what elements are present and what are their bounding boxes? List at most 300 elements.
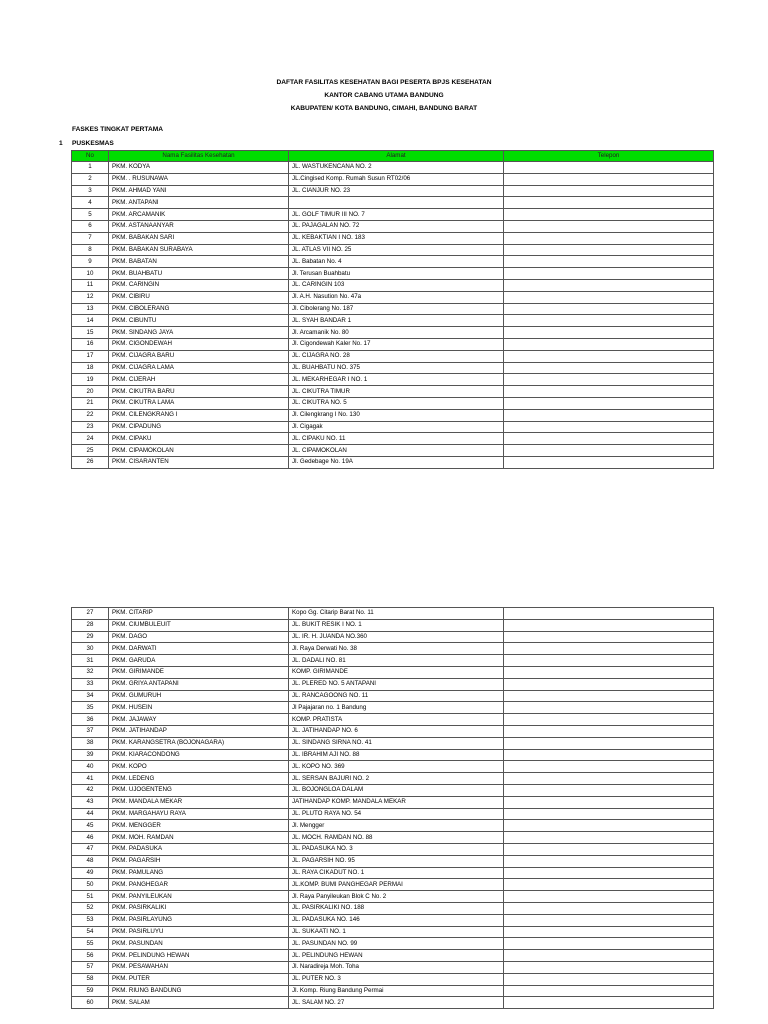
table-row — [72, 643, 714, 655]
facility-phone — [504, 784, 714, 796]
table-row — [72, 185, 714, 197]
facility-address: JATIHANDAP KOMP. MANDALA MEKAR — [289, 796, 504, 808]
facility-name: PKM. KOPO — [109, 761, 289, 773]
facility-address: JL. SALAM NO. 27 — [289, 997, 504, 1009]
facility-address: JL. SUKAATI NO. 1 — [289, 926, 504, 938]
row-number: 31 — [72, 655, 109, 667]
row-number: 1 — [72, 162, 109, 174]
table-row — [72, 950, 714, 962]
row-number: 6 — [72, 220, 109, 232]
table-row — [72, 655, 714, 667]
facility-phone — [504, 456, 714, 468]
facility-phone — [504, 985, 714, 997]
table-row — [72, 843, 714, 855]
facility-address: JL. KOPO NO. 369 — [289, 761, 504, 773]
facility-name: PKM. KIARACONDONG — [109, 749, 289, 761]
facility-phone — [504, 808, 714, 820]
row-number: 8 — [72, 244, 109, 256]
facility-address: KOMP. GIRIMANDE — [289, 666, 504, 678]
facility-phone — [504, 690, 714, 702]
facility-address: JL. CIANJUR NO. 23 — [289, 185, 504, 197]
table-row — [72, 162, 714, 174]
facility-phone — [504, 879, 714, 891]
row-number: 7 — [72, 232, 109, 244]
facility-name: PKM. ANTAPANI — [109, 197, 289, 209]
facility-phone — [504, 244, 714, 256]
row-number: 28 — [72, 619, 109, 631]
facility-name: PKM. MANDALA MEKAR — [109, 796, 289, 808]
facility-phone — [504, 327, 714, 339]
row-number: 33 — [72, 678, 109, 690]
facility-phone — [504, 855, 714, 867]
facility-phone — [504, 445, 714, 457]
facility-phone — [504, 714, 714, 726]
table-row — [72, 433, 714, 445]
facility-phone — [504, 374, 714, 386]
facility-name: PKM. KARANGSETRA (BOJONAGARA) — [109, 737, 289, 749]
facility-address: JL. RAYA CIKADUT NO. 1 — [289, 867, 504, 879]
table-row — [72, 608, 714, 620]
facility-phone — [504, 914, 714, 926]
facility-phone — [504, 421, 714, 433]
facility-phone — [504, 409, 714, 421]
facility-phone — [504, 386, 714, 398]
facility-name: PKM. MOH. RAMDAN — [109, 832, 289, 844]
facility-name: PKM. PESAWAHAN — [109, 961, 289, 973]
facility-phone — [504, 997, 714, 1009]
row-number: 9 — [72, 256, 109, 268]
facility-address: JL. PLERED NO. 5 ANTAPANI — [289, 678, 504, 690]
facility-address: JL. SINDANG SIRNA NO. 41 — [289, 737, 504, 749]
facility-address: Jl. A.H. Nasution No. 47a — [289, 291, 504, 303]
facility-phone — [504, 749, 714, 761]
table-row — [72, 690, 714, 702]
row-number: 11 — [72, 279, 109, 291]
title-line-2: KANTOR CABANG UTAMA BANDUNG — [324, 92, 444, 99]
facility-address: JL. ATLAS VII NO. 25 — [289, 244, 504, 256]
facility-name: PKM. CIKUTRA LAMA — [109, 397, 289, 409]
row-number: 20 — [72, 386, 109, 398]
facility-address: JL. JATIHANDAP NO. 6 — [289, 725, 504, 737]
row-number: 34 — [72, 690, 109, 702]
row-number: 59 — [72, 985, 109, 997]
facility-name: PKM. CIJAGRA BARU — [109, 350, 289, 362]
facility-address: JL. BOJONGLOA DALAM — [289, 784, 504, 796]
facility-phone — [504, 655, 714, 667]
facility-name: PKM. PASIRLAYUNG — [109, 914, 289, 926]
table-header-row — [72, 151, 714, 162]
table-row — [72, 902, 714, 914]
table-row — [72, 327, 714, 339]
facility-phone — [504, 197, 714, 209]
facility-phone — [504, 926, 714, 938]
row-number: 12 — [72, 291, 109, 303]
facility-address: Jl. Cibolerang No. 187 — [289, 303, 504, 315]
facility-name: PKM. . RUSUNAWA — [109, 173, 289, 185]
row-number: 54 — [72, 926, 109, 938]
table-row — [72, 279, 714, 291]
title-line-1: DAFTAR FASILITAS KESEHATAN BAGI PESERTA BPJS KESEHATAN — [276, 79, 492, 86]
row-number: 35 — [72, 702, 109, 714]
facility-phone — [504, 973, 714, 985]
facility-phone — [504, 220, 714, 232]
facility-phone — [504, 303, 714, 315]
facility-address: Jl. Raya Panyileukan Blok C No. 2 — [289, 891, 504, 903]
facility-name: PKM. GUMURUH — [109, 690, 289, 702]
row-number: 37 — [72, 725, 109, 737]
row-number: 4 — [72, 197, 109, 209]
facility-name: PKM. SALAM — [109, 997, 289, 1009]
table-row — [72, 832, 714, 844]
facility-phone — [504, 666, 714, 678]
table-row — [72, 232, 714, 244]
facility-name: PKM. CIGONDEWAH — [109, 338, 289, 350]
table-row — [72, 678, 714, 690]
facility-address: JL. MEKARHEGAR I NO. 1 — [289, 374, 504, 386]
facility-phone — [504, 315, 714, 327]
facility-address — [289, 197, 504, 209]
facility-name: PKM. GIRIMANDE — [109, 666, 289, 678]
table-row — [72, 926, 714, 938]
facility-phone — [504, 631, 714, 643]
table-row — [72, 350, 714, 362]
column-header-phone: Telepon — [504, 151, 714, 162]
facility-address: JL. PASIRKALIKI NO. 188 — [289, 902, 504, 914]
row-number: 57 — [72, 961, 109, 973]
table-row — [72, 702, 714, 714]
table-row — [72, 386, 714, 398]
facility-name: PKM. HUSEIN — [109, 702, 289, 714]
facility-address: Jl. Terusan Buahbatu — [289, 268, 504, 280]
facility-address: Jl. Komp. Riung Bandung Permai — [289, 985, 504, 997]
facility-address: JL. CIKUTRA TIMUR — [289, 386, 504, 398]
facility-name: PKM. CILENGKRANG I — [109, 409, 289, 421]
facility-address: JL. CARINGIN 103 — [289, 279, 504, 291]
facility-phone — [504, 725, 714, 737]
facility-name: PKM. RIUNG BANDUNG — [109, 985, 289, 997]
facility-address: JL. IR. H. JUANDA NO.360 — [289, 631, 504, 643]
facility-phone — [504, 961, 714, 973]
facility-address: JL.Cingised Komp. Rumah Susun RT02/06 — [289, 173, 504, 185]
facility-address: JL. Babatan No. 4 — [289, 256, 504, 268]
facility-name: PKM. ARCAMANIK — [109, 209, 289, 221]
table-row — [72, 409, 714, 421]
table-row — [72, 338, 714, 350]
facility-phone — [504, 820, 714, 832]
facility-address: JL. PADASUKA NO. 3 — [289, 843, 504, 855]
table-row — [72, 631, 714, 643]
facility-phone — [504, 279, 714, 291]
facility-address: JL. WASTUKENCANA NO. 2 — [289, 162, 504, 174]
facility-name: PKM. PASIRKALIKI — [109, 902, 289, 914]
facility-address: Jl. Cigagak — [289, 421, 504, 433]
row-number: 39 — [72, 749, 109, 761]
table-row — [72, 619, 714, 631]
facility-name: PKM. PUTER — [109, 973, 289, 985]
table-row — [72, 938, 714, 950]
facility-phone — [504, 678, 714, 690]
row-number: 21 — [72, 397, 109, 409]
row-number: 50 — [72, 879, 109, 891]
facility-address: Jl. Gedebage No. 19A — [289, 456, 504, 468]
facility-name: PKM. GARUDA — [109, 655, 289, 667]
facility-phone — [504, 796, 714, 808]
facility-phone — [504, 209, 714, 221]
facility-name: PKM. KODYA — [109, 162, 289, 174]
facility-name: PKM. DARWATI — [109, 643, 289, 655]
facility-phone — [504, 619, 714, 631]
row-number: 55 — [72, 938, 109, 950]
facility-phone — [504, 643, 714, 655]
facility-address: JL. CIPAMOKOLAN — [289, 445, 504, 457]
table-row — [72, 879, 714, 891]
facility-phone — [504, 832, 714, 844]
facility-name: PKM. PELINDUNG HEWAN — [109, 950, 289, 962]
facility-address: Jl. Naradireja Moh. Toha — [289, 961, 504, 973]
facility-name: PKM. CIPAMOKOLAN — [109, 445, 289, 457]
facility-address: JL. CIKUTRA NO. 5 — [289, 397, 504, 409]
row-number: 23 — [72, 421, 109, 433]
facility-phone — [504, 773, 714, 785]
row-number: 29 — [72, 631, 109, 643]
facility-phone — [504, 737, 714, 749]
table-row — [72, 725, 714, 737]
facility-name: PKM. MENGGER — [109, 820, 289, 832]
facility-name: PKM. PAMULANG — [109, 867, 289, 879]
table-row — [72, 749, 714, 761]
facility-address: JL. PASUNDAN NO. 99 — [289, 938, 504, 950]
facility-phone — [504, 397, 714, 409]
row-number: 49 — [72, 867, 109, 879]
facility-name: PKM. PAGARSIH — [109, 855, 289, 867]
facility-phone — [504, 950, 714, 962]
document-title-block — [0, 76, 768, 115]
facility-name: PKM. PADASUKA — [109, 843, 289, 855]
row-number: 58 — [72, 973, 109, 985]
row-number: 24 — [72, 433, 109, 445]
row-number: 43 — [72, 796, 109, 808]
facility-phone — [504, 902, 714, 914]
facility-phone — [504, 232, 714, 244]
facility-address: JL. SYAH BANDAR 1 — [289, 315, 504, 327]
facility-phone — [504, 291, 714, 303]
row-number: 46 — [72, 832, 109, 844]
table-row — [72, 961, 714, 973]
facility-phone — [504, 338, 714, 350]
facility-name: PKM. CIPAKU — [109, 433, 289, 445]
facility-phone — [504, 256, 714, 268]
table-row — [72, 197, 714, 209]
facility-address: Jl Pajajaran no. 1 Bandung — [289, 702, 504, 714]
facility-name: PKM. CIPADUNG — [109, 421, 289, 433]
facility-address: JL. IBRAHIM AJI NO. 88 — [289, 749, 504, 761]
facility-phone — [504, 162, 714, 174]
table-row — [72, 796, 714, 808]
row-number: 30 — [72, 643, 109, 655]
table-row — [72, 209, 714, 221]
facility-phone — [504, 185, 714, 197]
facility-address: Jl. Cilengkrang I No. 130 — [289, 409, 504, 421]
facility-address: JL. CIJAGRA NO. 28 — [289, 350, 504, 362]
facility-address: JL. GOLF TIMUR III NO. 7 — [289, 209, 504, 221]
facility-name: PKM. CIBUNTU — [109, 315, 289, 327]
row-number: 41 — [72, 773, 109, 785]
facility-name: PKM. MARGAHAYU RAYA — [109, 808, 289, 820]
facility-name: PKM. LEDENG — [109, 773, 289, 785]
facility-address: JL. BUKIT RESIK I NO. 1 — [289, 619, 504, 631]
table-row — [72, 784, 714, 796]
facility-name: PKM. CARINGIN — [109, 279, 289, 291]
table-row — [72, 362, 714, 374]
row-number: 48 — [72, 855, 109, 867]
facility-name: PKM. PASUNDAN — [109, 938, 289, 950]
facility-table-page-1 — [71, 150, 714, 469]
row-number: 52 — [72, 902, 109, 914]
table-row — [72, 456, 714, 468]
row-number: 17 — [72, 350, 109, 362]
facility-address: Kopo Gg. Citarip Barat No. 11 — [289, 608, 504, 620]
table-row — [72, 973, 714, 985]
row-number: 13 — [72, 303, 109, 315]
table-row — [72, 173, 714, 185]
facility-name: PKM. CIJERAH — [109, 374, 289, 386]
facility-name: PKM. SINDANG JAYA — [109, 327, 289, 339]
facility-phone — [504, 761, 714, 773]
row-number: 45 — [72, 820, 109, 832]
facility-phone — [504, 702, 714, 714]
row-number: 53 — [72, 914, 109, 926]
table-row — [72, 808, 714, 820]
table-row — [72, 244, 714, 256]
table-row — [72, 855, 714, 867]
table-row — [72, 867, 714, 879]
row-number: 44 — [72, 808, 109, 820]
facility-phone — [504, 350, 714, 362]
facility-address: JL. MOCH. RAMDAN NO. 88 — [289, 832, 504, 844]
table-row — [72, 256, 714, 268]
facility-address: Jl. Mengger — [289, 820, 504, 832]
table-row — [72, 268, 714, 280]
facility-address: JL. PADASUKA NO. 146 — [289, 914, 504, 926]
column-header-address: Alamat — [289, 151, 504, 162]
row-number: 32 — [72, 666, 109, 678]
row-number: 27 — [72, 608, 109, 620]
facility-phone — [504, 268, 714, 280]
facility-phone — [504, 938, 714, 950]
facility-name: PKM. CIUMBULEUIT — [109, 619, 289, 631]
facility-address: JL. BUAHBATU NO. 375 — [289, 362, 504, 374]
facility-address: Jl. Arcamanik No. 80 — [289, 327, 504, 339]
facility-name: PKM. JAJAWAY — [109, 714, 289, 726]
section-title: FASKES TINGKAT PERTAMA — [72, 126, 163, 133]
facility-phone — [504, 867, 714, 879]
facility-address: Jl. Raya Derwati No. 38 — [289, 643, 504, 655]
subsection-title: PUSKESMAS — [72, 140, 114, 147]
column-header-name: Nama Fasilitas Kesehatan — [109, 151, 289, 162]
row-number: 5 — [72, 209, 109, 221]
facility-address: JL. PUTER NO. 3 — [289, 973, 504, 985]
row-number: 22 — [72, 409, 109, 421]
facility-name: PKM. BUAHBATU — [109, 268, 289, 280]
table-row — [72, 445, 714, 457]
facility-phone — [504, 891, 714, 903]
table-row — [72, 820, 714, 832]
table-row — [72, 985, 714, 997]
subsection-number: 1 — [59, 140, 63, 147]
facility-address: JL.KOMP. BUMI PANGHEGAR PERMAI — [289, 879, 504, 891]
row-number: 2 — [72, 173, 109, 185]
table-row — [72, 891, 714, 903]
facility-name: PKM. CIKUTRA BARU — [109, 386, 289, 398]
table-row — [72, 666, 714, 678]
facility-name: PKM. CIBIRU — [109, 291, 289, 303]
facility-table-page-2 — [71, 607, 714, 1009]
table-row — [72, 737, 714, 749]
facility-address: JL. PAGARSIH NO. 95 — [289, 855, 504, 867]
facility-name: PKM. UJOGENTENG — [109, 784, 289, 796]
facility-name: PKM. CITARIP — [109, 608, 289, 620]
table-row — [72, 421, 714, 433]
table-row — [72, 220, 714, 232]
row-number: 19 — [72, 374, 109, 386]
row-number: 47 — [72, 843, 109, 855]
facility-address: JL. DADALI NO. 81 — [289, 655, 504, 667]
table-row — [72, 714, 714, 726]
row-number: 26 — [72, 456, 109, 468]
table-row — [72, 303, 714, 315]
facility-name: PKM. BABAKAN SURABAYA — [109, 244, 289, 256]
title-line-3: KABUPATEN/ KOTA BANDUNG, CIMAHI, BANDUNG BARAT — [290, 105, 478, 112]
row-number: 15 — [72, 327, 109, 339]
facility-name: PKM. PANGHEGAR — [109, 879, 289, 891]
facility-name: PKM. CIJAGRA LAMA — [109, 362, 289, 374]
facility-name: PKM. AHMAD YANI — [109, 185, 289, 197]
table-row — [72, 374, 714, 386]
row-number: 42 — [72, 784, 109, 796]
row-number: 3 — [72, 185, 109, 197]
table-row — [72, 997, 714, 1009]
facility-name: PKM. ASTANAANYAR — [109, 220, 289, 232]
facility-address: JL. SERSAN BAJURI NO. 2 — [289, 773, 504, 785]
row-number: 51 — [72, 891, 109, 903]
row-number: 18 — [72, 362, 109, 374]
row-number: 38 — [72, 737, 109, 749]
table-row — [72, 291, 714, 303]
facility-phone — [504, 173, 714, 185]
facility-name: PKM. CISARANTEN — [109, 456, 289, 468]
facility-address: JL. CIPAKU NO. 11 — [289, 433, 504, 445]
facility-address: JL. PAJAGALAN NO. 72 — [289, 220, 504, 232]
facility-name: PKM. BABATAN — [109, 256, 289, 268]
row-number: 10 — [72, 268, 109, 280]
facility-name: PKM. BABAKAN SARI — [109, 232, 289, 244]
facility-name: PKM. JATIHANDAP — [109, 725, 289, 737]
row-number: 16 — [72, 338, 109, 350]
facility-name: PKM. PASIRLUYU — [109, 926, 289, 938]
row-number: 40 — [72, 761, 109, 773]
row-number: 25 — [72, 445, 109, 457]
facility-phone — [504, 608, 714, 620]
facility-address: JL. PELINDUNG HEWAN — [289, 950, 504, 962]
facility-name: PKM. DAGO — [109, 631, 289, 643]
row-number: 60 — [72, 997, 109, 1009]
table-row — [72, 761, 714, 773]
facility-phone — [504, 362, 714, 374]
row-number: 14 — [72, 315, 109, 327]
facility-address: KOMP. PRATISTA — [289, 714, 504, 726]
table-row — [72, 914, 714, 926]
facility-address: Jl. Cigondewah Kaler No. 17 — [289, 338, 504, 350]
